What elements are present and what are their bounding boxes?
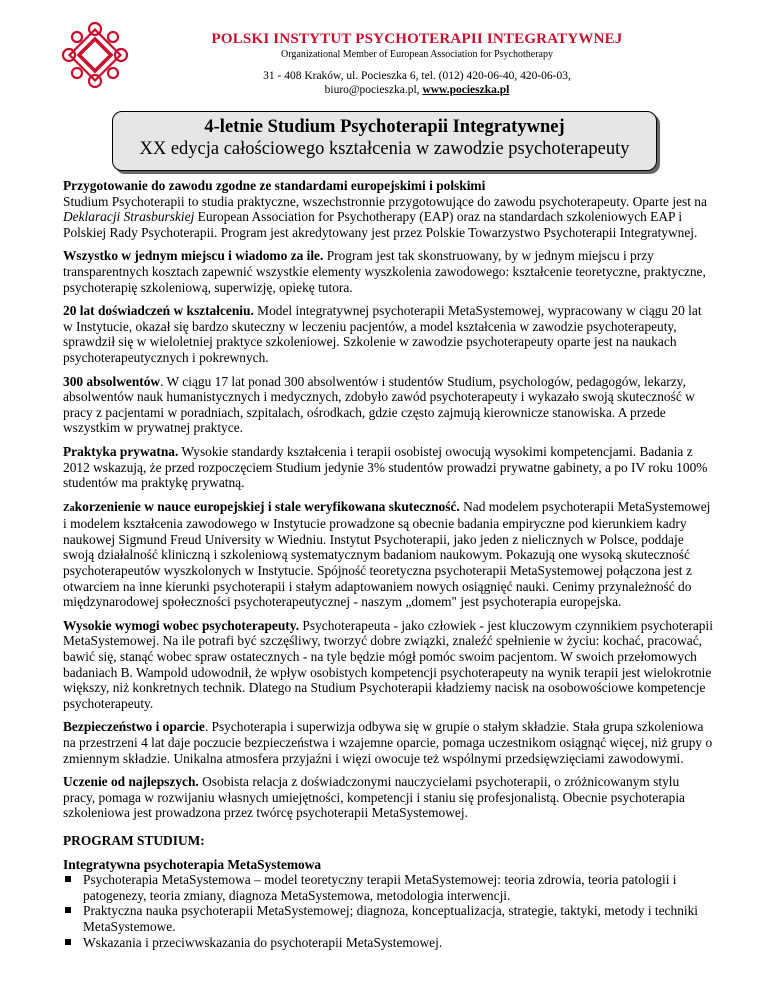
title-banner [112, 111, 657, 171]
program-subtitle: Integratywna psychoterapia MetaSystemowa [63, 856, 322, 872]
section-text: Wysokie standardy kształcenia i terapii osobistej owocują wysokimi kompetencjami. Badania z 2012 wskazują, że przed rozpoczęciem Studium jedynie 3% studentów prowadzi prywatne gabinety, a po IV roku 100% studentów ma praktykę prywatną. [63, 443, 708, 491]
banner-title: 4-letnie Studium Psychoterapii Integratywnej [204, 117, 565, 137]
institute-header [150, 30, 684, 98]
email-text: biuro@pocieszka.pl, [324, 83, 420, 96]
section-heading: 300 absolwentów [63, 373, 161, 389]
section-heading: 20 lat doświadczeń w kształceniu. [63, 303, 254, 319]
address-line: 31 - 408 Kraków, ul. Pocieszka 6, tel. (012) 420-06-40, 420-06-03, [263, 70, 571, 82]
section-requirements [63, 618, 713, 712]
section-safety [63, 719, 713, 766]
section-text: European Association for Psychotherapy (EAP) oraz na standardach szkoleniowych EAP i Polskiej Rady Psychoterapii. Program jest akredytowany jest przez Polskie Towarzystwo Psychoterapii Integratywnej. [63, 209, 698, 240]
list-item: Wskazania i przeciwwskazania do psychoterapii MetaSystemowej. [63, 935, 713, 951]
list-item: Psychoterapia MetaSystemowa – model teoretyczny terapii MetaSystemowej: teoria zdrowia, teoria patologii i patogenezy, teoria zmiany, diagnoza MetaSystemowa, metodologia interwencji. [63, 872, 713, 903]
section-text: . W ciągu 17 lat ponad 300 absolwentów i studentów Studium, psychologów, pedagogów, lekarzy, absolwentów nauk humanistycznych i medycznych, zdobyło zawód psychoterapeuty i wykazało swoją skuteczność w pracy z pacjentami w poradniach, szpitalach, ośrodkach, gdzie często zajmują kierownicze stanowiska. A przede wszystkim w prywatnej praktyce. [63, 373, 695, 436]
celtic-knot-logo-icon [60, 20, 130, 90]
section-graduates [63, 374, 713, 436]
section-text: Nad modelem psychoterapii MetaSystemowej i modelem kształcenia zawodowego w Instytucie prowadzone są obecnie badania empiryczne pod kierunkiem kadry naukowej Sigmund Freud University w Wiedniu. Instytut Psychoterapii, jako jeden z nielicznych w Polsce, poddaje swoją działalność kliniczną i szkoleniową systematycznym badaniom naukowym. Pokazują one wysoką skuteczność psychoterapeutów wyszkolonych w Instytucie. Spójność teoretyczna psychoterapii MetaSystemowej połączona jest z otwarciem na inne kierunki psychoterapii i stałym adaptowaniem nowych osiągnięć nauki. Cenimy przynależność do międzynarodowej społeczności psychoterapeutycznej - naszym „domem" jest psychoterapia europejska. [63, 498, 711, 610]
section-heading: Przygotowanie do zawodu zgodne ze standardami europejskimi i polskimi [63, 178, 486, 193]
section-text: . Psychoterapia i superwizja odbywa się w grupie o stałym składzie. Stała grupa szkoleniowa na przestrzeni 4 lat daje poczucie bezpieczeństwa i wzajemne oparcie, pomaga uczestnikom osiągnąć więcej, niż grupy o zmiennym składzie. Unikalna atmosfera przyjaźni i więzi owocuje też wspólnymi przedsięwzięciami zawodowymi. [63, 719, 713, 766]
section-heading: Bezpieczeństwo i oparcie [63, 719, 205, 735]
section-text: Program jest tak skonstruowany, by w jednym miejscu i przy transparentnych kosztach zapewnić wszystkie elementy wyszkolenia zawodowego: kształcenie teoretyczne, praktyczne, psychoterapię szkoleniową, superwizję, opiekę tutora. [63, 248, 706, 295]
section-heading-prefix: Za [63, 502, 75, 514]
section-text: Osobista relacja z doświadczonymi nauczycielami psychoterapii, o zróżnicowanym stylu pracy, pomaga w rozwijaniu własnych umiejętności, kompetencji i staniu się profesjonalistą. Obecnie psychoterapia szkoleniowa jest prowadzona przez twórcę psychoterapii MetaSystemowej. [63, 774, 685, 821]
contact-line [150, 84, 684, 98]
section-text: Psychoterapeuta - jako człowiek - jest kluczowym czynnikiem psychoterapii MetaSystemowej. Na ile potrafi być szczęśliwy, tworzyć dobre związki, znaleźć spełnienie w życiu: kochać, pracować, bawić się, stanąć wobec spraw ostatecznych - na tyle będzie mógł pomóc swoim pacjentom. W swoich przełomowych badaniach B. Wampold udowodnił, że wpływ osobistych kompetencji psychoterapeuty na wynik terapii jest wielokrotnie większy, niż konkretnych technik. Dlatego na Studium Psychoterapii kładziemy nacisk na osobowościowe kompetencje psychoterapeuty. [63, 617, 713, 711]
banner-subtitle: XX edycja całościowego kształcenia w zawodzie psychoterapeuty [139, 139, 630, 159]
section-heading: Uczenie od najlepszych. [63, 774, 199, 790]
section-20-years [63, 303, 713, 365]
section-emphasis: Deklaracji Strasburskiej [63, 209, 195, 225]
section-heading: korzenienie w nauce europejskiej i stale weryfikowana skuteczność. [74, 498, 460, 514]
institute-name: POLSKI INSTYTUT PSYCHOTERAPII INTEGRATYWNEJ [211, 31, 623, 47]
section-private-practice [63, 444, 713, 491]
section-learning [63, 774, 713, 821]
section-text: Studium Psychoterapii to studia praktyczne, wszechstronnie przygotowujące do zawodu psychoterapeuty. Oparte jest na [63, 193, 707, 209]
section-european-science [63, 499, 713, 610]
website-link[interactable]: www.pocieszka.pl [422, 83, 510, 96]
section-standards [63, 178, 713, 240]
program-title: PROGRAM STUDIUM: [63, 832, 205, 848]
program-list [63, 872, 713, 950]
main-content [63, 178, 713, 950]
section-heading: Wszystko w jednym miejscu i wiadomo za ile. [63, 248, 324, 264]
membership-line: Organizational Member of European Association for Psychotherapy [281, 49, 553, 60]
section-heading: Wysokie wymogi wobec psychoterapeuty. [63, 617, 300, 633]
section-text: Model integratywnej psychoterapii MetaSystemowej, wypracowany w ciągu 20 lat w Instytucie, okazał się bardzo skuteczny w leczeniu pacjentów, a model kształcenia w zawodzie psychoterapeuty, sprawdził się w wieloletniej praktyce szkoleniowej. Szkolenie w zawodzie psychoterapeuty oparte jest na naukach psychoterapeutycznych i pokrewnych. [63, 303, 702, 365]
section-all-in-one [63, 248, 713, 295]
list-item: Praktyczna nauka psychoterapii MetaSystemowej; diagnoza, konceptualizacja, strategie, taktyki, metody i techniki MetaSystemowe. [63, 903, 713, 934]
section-heading: Praktyka prywatna. [63, 443, 179, 459]
